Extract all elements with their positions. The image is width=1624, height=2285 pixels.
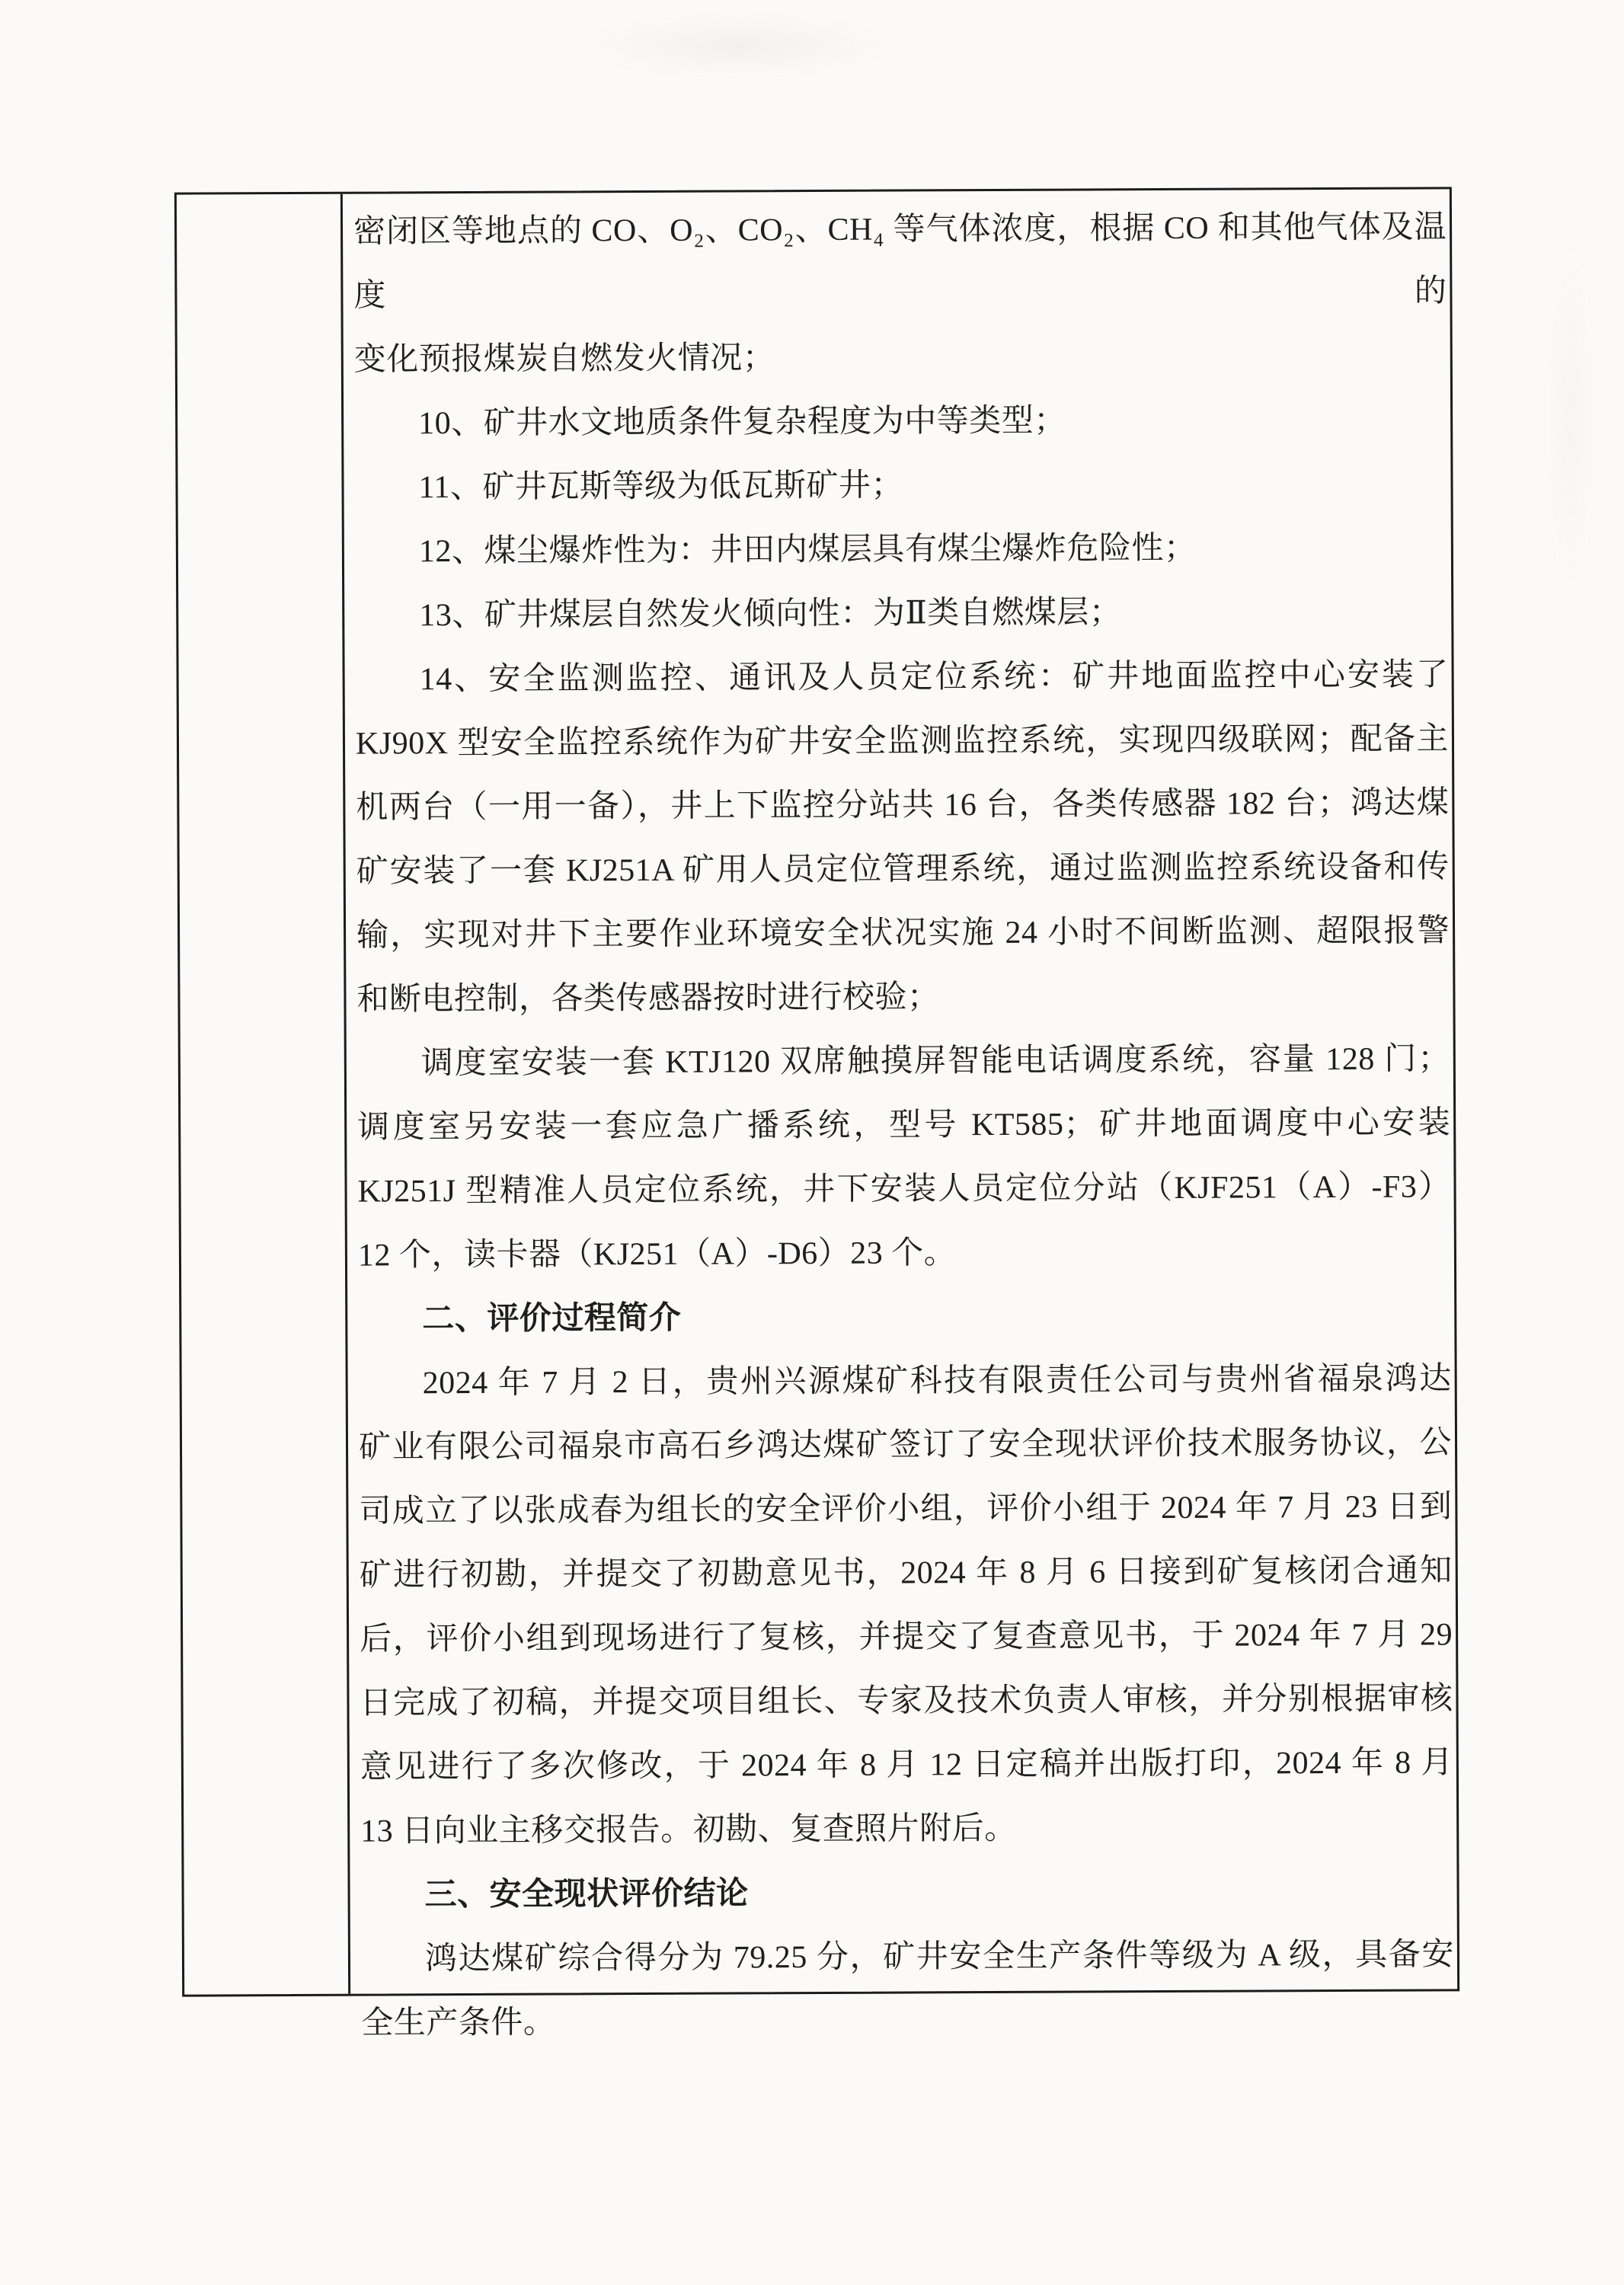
text-line: 全生产条件。 <box>361 2005 556 2041</box>
text-line: 和断电控制，各类传感器按时进行校验； <box>356 980 940 1018</box>
text-line: 调度室安装一套 KTJ120 双席触摸屏智能电话调度系统，容量 128 门； <box>420 1041 1450 1082</box>
text-line: KJ90X 型安全监控系统作为矿井安全监测监控系统，实现四级联网；配备主 <box>355 721 1450 762</box>
text-line: KJ251J 型精准人员定位系统，井下安装人员定位分站（KJF251（A）-F3） <box>357 1169 1451 1210</box>
text-line: 14、安全监测监控、通讯及人员定位系统：矿井地面监控中心安装了 <box>419 657 1449 698</box>
text-line: 11、矿井瓦斯等级为低瓦斯矿井； <box>418 468 904 506</box>
text-line: 变化预报煤炭自燃发火情况； <box>353 340 775 378</box>
table-left-empty-cell <box>177 194 350 1995</box>
text-line: 三、安全现状评价结论 <box>424 1876 749 1913</box>
scan-artifact <box>579 15 899 76</box>
text-line: 12、煤尘爆炸性为：井田内煤层具有煤尘爆炸危险性； <box>418 530 1197 570</box>
text-line: 矿业有限公司福泉市高石乡鸿达煤矿签订了安全现状评价技术服务协议，公 <box>358 1425 1453 1465</box>
report-table <box>174 187 1459 2041</box>
text-line: 矿安装了一套 KJ251A 矿用人员定位管理系统，通过监测监控系统设备和传 <box>356 849 1450 890</box>
text-line: 输，实现对井下主要作业环境安全状况实施 24 小时不间断监测、超限报警 <box>356 913 1450 954</box>
text-line: 13 日向业主移交报告。初勘、复查照片附后。 <box>360 1810 1017 1849</box>
table-text-cell <box>343 189 1457 2041</box>
text-line: 机两台（一用一备），井上下监控分站共 16 台，各类传感器 182 台；鸿达煤 <box>356 785 1450 826</box>
text-line: 2024 年 7 月 2 日，贵州兴源煤矿科技有限责任公司与贵州省福泉鸿达 <box>422 1361 1452 1401</box>
text-line: 矿进行初勘，并提交了初勘意见书，2024 年 8 月 6 日接到矿复核闭合通知 <box>359 1553 1453 1593</box>
text-line: 鸿达煤矿综合得分为 79.25 分，矿井安全生产条件等级为 A 级，具备安 <box>424 1937 1455 1977</box>
text-line: 司成立了以张成春为组长的安全评价小组，评价小组于 2024 年 7 月 23 日到 <box>359 1489 1453 1529</box>
text-line: 日完成了初稿，并提交项目组长、专家及技术负责人审核，并分别根据审核 <box>360 1681 1453 1721</box>
text-line: 二、评价过程简介 <box>422 1300 682 1337</box>
text-line: 后，评价小组到现场进行了复核，并提交了复查意见书，于 2024 年 7 月 29 <box>360 1617 1453 1657</box>
text-line: 密闭区等地点的 CO、O₂、CO₂、CH₄ 等气体浓度，根据 CO 和其他气体及温度的 <box>353 209 1447 314</box>
text-line: 意见进行了多次修改，于 2024 年 8 月 12 日定稿并出版打印，2024 年 8 月 <box>360 1745 1453 1785</box>
scan-artifact <box>1548 228 1594 609</box>
text-line: 10、矿井水文地质条件复杂程度为中等类型； <box>418 403 1066 442</box>
text-line: 12 个，读卡器（KJ251（A）-D6）23 个。 <box>357 1235 957 1274</box>
text-line: 13、矿井煤层自然发火倾向性：为Ⅱ类自燃煤层； <box>419 595 1122 634</box>
text-line: 调度室另安装一套应急广播系统，型号 KT585；矿井地面调度中心安装 <box>357 1105 1451 1146</box>
